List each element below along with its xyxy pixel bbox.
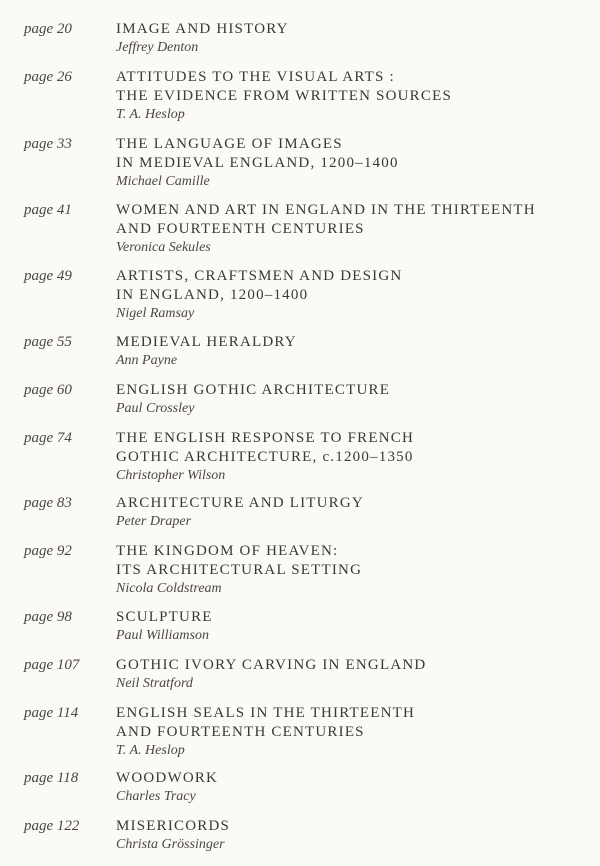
chapter-title-line-2: ITS ARCHITECTURAL SETTING bbox=[116, 562, 363, 578]
chapter-title-line-2: AND FOURTEENTH CENTURIES bbox=[116, 221, 365, 237]
entry-content bbox=[116, 333, 600, 370]
page-number: page 83 bbox=[24, 495, 72, 511]
page-number: page 107 bbox=[24, 657, 80, 673]
chapter-title: IMAGE AND HISTORY bbox=[116, 21, 289, 37]
entry-content bbox=[116, 381, 600, 418]
chapter-title: THE KINGDOM OF HEAVEN: bbox=[116, 543, 339, 559]
chapter-title: THE LANGUAGE OF IMAGES bbox=[116, 136, 343, 152]
entry-content bbox=[116, 429, 600, 485]
chapter-title-line-2: IN MEDIEVAL ENGLAND, 1200–1400 bbox=[116, 155, 399, 171]
chapter-title: ARCHITECTURE AND LITURGY bbox=[116, 495, 364, 511]
chapter-title: WOMEN AND ART IN ENGLAND IN THE THIRTEENTH bbox=[116, 202, 536, 218]
entry-content bbox=[116, 542, 600, 598]
chapter-author: Paul Crossley bbox=[116, 401, 195, 416]
chapter-title-line-2: IN ENGLAND, 1200–1400 bbox=[116, 287, 309, 303]
chapter-title: SCULPTURE bbox=[116, 609, 213, 625]
page-number: page 118 bbox=[24, 770, 79, 786]
chapter-author: T. A. Heslop bbox=[116, 107, 185, 122]
chapter-author: Veronica Sekules bbox=[116, 240, 211, 255]
chapter-title: MISERICORDS bbox=[116, 818, 231, 834]
chapter-author: T. A. Heslop bbox=[116, 743, 185, 758]
entry-content bbox=[116, 201, 600, 257]
entry-content bbox=[116, 608, 600, 645]
entry-content bbox=[116, 68, 600, 124]
entry-content bbox=[116, 20, 600, 57]
chapter-author: Ann Payne bbox=[116, 353, 178, 368]
chapter-author: Jeffrey Denton bbox=[116, 40, 199, 55]
page-number: page 49 bbox=[24, 268, 72, 284]
chapter-author: Charles Tracy bbox=[116, 789, 196, 804]
chapter-author: Neil Stratford bbox=[116, 676, 193, 691]
chapter-title: ENGLISH SEALS IN THE THIRTEENTH bbox=[116, 705, 416, 721]
chapter-author: Nigel Ramsay bbox=[116, 306, 195, 321]
chapter-title: MEDIEVAL HERALDRY bbox=[116, 334, 297, 350]
page-number: page 74 bbox=[24, 430, 72, 446]
entry-content bbox=[116, 494, 600, 531]
page-number: page 41 bbox=[24, 202, 72, 218]
chapter-author: Michael Camille bbox=[116, 174, 210, 189]
chapter-title: GOTHIC IVORY CARVING IN ENGLAND bbox=[116, 657, 427, 673]
chapter-title: WOODWORK bbox=[116, 770, 219, 786]
chapter-title-line-2: AND FOURTEENTH CENTURIES bbox=[116, 724, 365, 740]
entry-content bbox=[116, 135, 600, 191]
entry-content bbox=[116, 817, 600, 854]
page-number: page 92 bbox=[24, 543, 72, 559]
entry-content bbox=[116, 656, 600, 693]
entry-content bbox=[116, 769, 600, 806]
entry-content bbox=[116, 267, 600, 323]
page-number: page 26 bbox=[24, 69, 72, 85]
page-number: page 114 bbox=[24, 705, 79, 721]
page-number: page 55 bbox=[24, 334, 72, 350]
chapter-title: ARTISTS, CRAFTSMEN AND DESIGN bbox=[116, 268, 403, 284]
page-number: page 20 bbox=[24, 21, 72, 37]
page-number: page 33 bbox=[24, 136, 72, 152]
entry-content bbox=[116, 704, 600, 760]
chapter-title: ATTITUDES TO THE VISUAL ARTS : bbox=[116, 69, 395, 85]
chapter-title-line-2: GOTHIC ARCHITECTURE, c.1200–1350 bbox=[116, 449, 414, 465]
page-number: page 98 bbox=[24, 609, 72, 625]
page-number: page 60 bbox=[24, 382, 72, 398]
page-number: page 122 bbox=[24, 818, 80, 834]
chapter-author: Christopher Wilson bbox=[116, 468, 226, 483]
chapter-title: ENGLISH GOTHIC ARCHITECTURE bbox=[116, 382, 391, 398]
chapter-title-line-2: THE EVIDENCE FROM WRITTEN SOURCES bbox=[116, 88, 452, 104]
chapter-author: Nicola Coldstream bbox=[116, 581, 222, 596]
chapter-author: Peter Draper bbox=[116, 514, 192, 529]
chapter-author: Paul Williamson bbox=[116, 628, 209, 643]
chapter-title: THE ENGLISH RESPONSE TO FRENCH bbox=[116, 430, 414, 446]
chapter-author: Christa Grössinger bbox=[116, 837, 225, 852]
